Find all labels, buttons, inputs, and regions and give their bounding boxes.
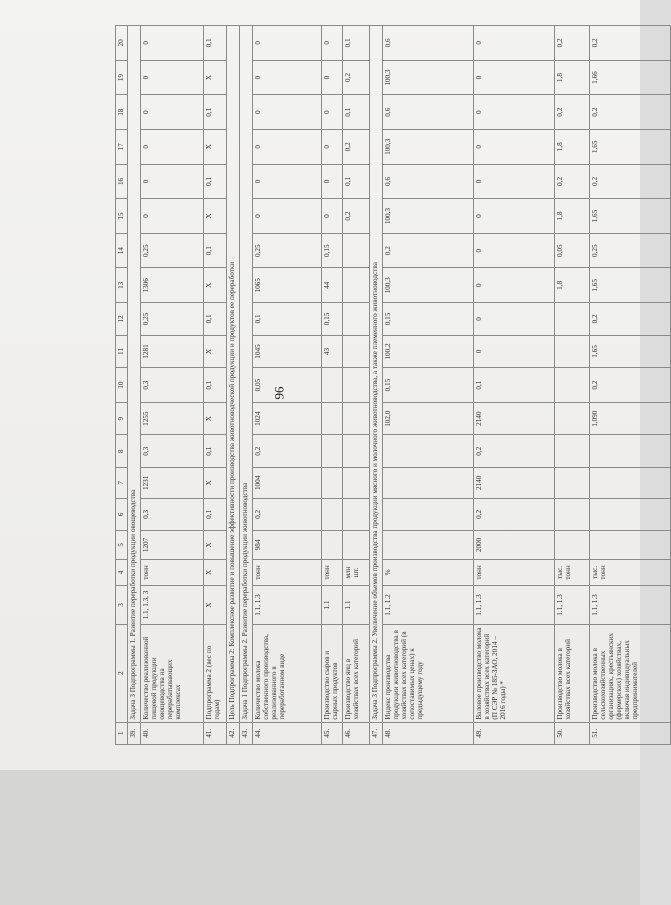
value-cell: 1.1, 1.2 bbox=[383, 586, 474, 625]
row-number-cell: 42. bbox=[227, 722, 240, 744]
value-cell bbox=[343, 435, 370, 468]
value-cell: 2140 bbox=[474, 402, 555, 435]
value-cell: 0,3 bbox=[141, 435, 204, 468]
value-cell: млн шт. bbox=[343, 559, 370, 585]
indicator-name-cell: Валовое производство молока в хозяйствах всех категорий (П СЭР № 185-ЗАО, 2014 – 2016 годы) * bbox=[474, 624, 555, 722]
value-cell: 0 bbox=[253, 164, 322, 199]
value-cell: X bbox=[204, 468, 227, 499]
value-cell: 0,1 bbox=[343, 95, 370, 130]
value-cell: 0,25 bbox=[141, 303, 204, 336]
value-cell: X bbox=[204, 199, 227, 234]
value-cell: 1.1 bbox=[322, 586, 343, 625]
value-cell: 0,2 bbox=[343, 60, 370, 95]
value-cell: 0,15 bbox=[383, 303, 474, 336]
value-cell: 1.1, 1.3, 3 bbox=[141, 586, 204, 625]
value-cell: 1,8 bbox=[555, 130, 590, 165]
value-cell: 1.1, 1.3 bbox=[474, 586, 555, 625]
row-number-cell: 48. bbox=[383, 722, 474, 744]
value-cell: 0 bbox=[322, 130, 343, 165]
header-cell: 20 bbox=[116, 26, 128, 61]
value-cell: 0,2 bbox=[343, 199, 370, 234]
row-number-cell: 45. bbox=[322, 722, 343, 744]
value-cell: 0,1 bbox=[343, 26, 370, 61]
value-cell: 0,25 bbox=[253, 233, 322, 268]
value-cell: 0,2 bbox=[343, 130, 370, 165]
value-cell: 1,8 bbox=[555, 199, 590, 234]
value-cell: 0,6 bbox=[383, 95, 474, 130]
value-cell: 0,2 bbox=[474, 498, 555, 531]
value-cell: тыс. тонн bbox=[590, 559, 671, 585]
value-cell bbox=[322, 468, 343, 499]
table-header-row bbox=[116, 26, 128, 745]
value-cell: 0 bbox=[474, 26, 555, 61]
value-cell bbox=[343, 531, 370, 560]
value-cell: 0,2 bbox=[253, 498, 322, 531]
value-cell: 1,65 bbox=[590, 268, 671, 303]
value-cell: 1231 bbox=[141, 468, 204, 499]
value-cell bbox=[343, 402, 370, 435]
header-cell: 4 bbox=[116, 559, 128, 585]
value-cell: 0 bbox=[474, 335, 555, 368]
value-cell: 0,1 bbox=[204, 233, 227, 268]
value-cell: 0,1 bbox=[343, 164, 370, 199]
value-cell: 2000 bbox=[474, 531, 555, 560]
value-cell: 0,25 bbox=[141, 233, 204, 268]
value-cell: 100,3 bbox=[383, 199, 474, 234]
section-row bbox=[370, 26, 383, 745]
table-body bbox=[116, 26, 671, 745]
indicator-name-cell: Производство яиц в хозяйствах всех категорий bbox=[343, 624, 370, 722]
value-cell: 1207 bbox=[141, 531, 204, 560]
row-number-cell: 43. bbox=[240, 722, 253, 744]
value-cell: 1024 bbox=[253, 402, 322, 435]
value-cell: 0 bbox=[322, 164, 343, 199]
value-cell: 0,2 bbox=[474, 435, 555, 468]
value-cell: 0 bbox=[322, 26, 343, 61]
value-cell: 0 bbox=[474, 233, 555, 268]
header-cell: 3 bbox=[116, 586, 128, 625]
value-cell: 1004 bbox=[253, 468, 322, 499]
value-cell: 100,3 bbox=[383, 130, 474, 165]
value-cell: 0 bbox=[474, 95, 555, 130]
value-cell bbox=[555, 468, 590, 499]
value-cell bbox=[383, 468, 474, 499]
row-number-cell: 39. bbox=[128, 722, 141, 744]
value-cell: 100,2 bbox=[383, 335, 474, 368]
table-row bbox=[590, 26, 671, 745]
value-cell bbox=[555, 368, 590, 403]
indicator-name-cell: Производство молока в хозяйствах всех категорий bbox=[555, 624, 590, 722]
scan-margin bbox=[0, 770, 640, 905]
table-row bbox=[322, 26, 343, 745]
value-cell: 0 bbox=[253, 60, 322, 95]
value-cell: 0,1 bbox=[474, 368, 555, 403]
value-cell bbox=[590, 531, 671, 560]
value-cell bbox=[383, 435, 474, 468]
value-cell bbox=[322, 435, 343, 468]
value-cell: 0,2 bbox=[590, 95, 671, 130]
value-cell: тонн bbox=[253, 559, 322, 585]
value-cell bbox=[343, 468, 370, 499]
value-cell: 0,2 bbox=[555, 26, 590, 61]
value-cell: 1255 bbox=[141, 402, 204, 435]
value-cell: 1,8 bbox=[555, 268, 590, 303]
value-cell: 1306 bbox=[141, 268, 204, 303]
row-number-cell: 41. bbox=[204, 722, 227, 744]
value-cell: тонн bbox=[322, 559, 343, 585]
value-cell: 0 bbox=[141, 26, 204, 61]
value-cell: 0 bbox=[141, 130, 204, 165]
value-cell bbox=[322, 531, 343, 560]
header-cell: 9 bbox=[116, 402, 128, 435]
value-cell: 1,65 bbox=[590, 199, 671, 234]
value-cell bbox=[322, 498, 343, 531]
table-row bbox=[204, 26, 227, 745]
header-cell: 18 bbox=[116, 95, 128, 130]
value-cell: 0,15 bbox=[383, 368, 474, 403]
section-title-cell: Цель Подпрограммы 2: Комплексное развитие и повышение эффективности производства животноводческой продукции и продуктов ее переработки bbox=[227, 26, 240, 723]
value-cell: 0,1 bbox=[253, 303, 322, 336]
value-cell bbox=[343, 368, 370, 403]
value-cell bbox=[322, 368, 343, 403]
value-cell: 0,1 bbox=[204, 303, 227, 336]
header-cell: 10 bbox=[116, 368, 128, 403]
value-cell: 1281 bbox=[141, 335, 204, 368]
value-cell: 1065 bbox=[253, 268, 322, 303]
table-row bbox=[343, 26, 370, 745]
page-number: 96 bbox=[271, 386, 286, 400]
value-cell: 1.1, 1.3 bbox=[253, 586, 322, 625]
value-cell: 0,05 bbox=[253, 368, 322, 403]
indicator-name-cell: Количество молока собственного производства, реализованного в переработанном виде bbox=[253, 624, 322, 722]
table-row bbox=[253, 26, 322, 745]
value-cell: 0 bbox=[253, 95, 322, 130]
row-number-cell: 51. bbox=[590, 722, 671, 744]
value-cell: 0 bbox=[253, 130, 322, 165]
value-cell bbox=[343, 303, 370, 336]
value-cell bbox=[343, 335, 370, 368]
value-cell: 0 bbox=[141, 199, 204, 234]
value-cell: 0 bbox=[474, 199, 555, 234]
indicators-table bbox=[115, 25, 671, 745]
section-row bbox=[240, 26, 253, 745]
table-frame bbox=[115, 25, 640, 745]
value-cell: 0,1 bbox=[204, 368, 227, 403]
value-cell: 0,1 bbox=[204, 26, 227, 61]
value-cell: X bbox=[204, 130, 227, 165]
value-cell: 984 bbox=[253, 531, 322, 560]
section-title-cell: Задача 1 Подпрограммы 2. Развитие переработки продукции животноводства bbox=[240, 26, 253, 723]
header-cell: 11 bbox=[116, 335, 128, 368]
value-cell bbox=[343, 233, 370, 268]
header-cell: 13 bbox=[116, 268, 128, 303]
value-cell: 1045 bbox=[253, 335, 322, 368]
value-cell: 0 bbox=[141, 164, 204, 199]
value-cell bbox=[555, 402, 590, 435]
value-cell: X bbox=[204, 268, 227, 303]
value-cell: 0 bbox=[141, 95, 204, 130]
value-cell: 1.1, 1.3 bbox=[555, 586, 590, 625]
value-cell: 0 bbox=[322, 95, 343, 130]
value-cell: 0,25 bbox=[590, 233, 671, 268]
value-cell: 0,3 bbox=[141, 498, 204, 531]
value-cell: X bbox=[204, 402, 227, 435]
value-cell bbox=[555, 498, 590, 531]
value-cell: 1,090 bbox=[590, 402, 671, 435]
value-cell: X bbox=[204, 559, 227, 585]
value-cell bbox=[590, 498, 671, 531]
value-cell: X bbox=[204, 335, 227, 368]
value-cell: 1,8 bbox=[555, 60, 590, 95]
value-cell: 0,2 bbox=[383, 233, 474, 268]
header-cell: 19 bbox=[116, 60, 128, 95]
value-cell: 1,66 bbox=[590, 60, 671, 95]
value-cell: 0 bbox=[322, 199, 343, 234]
value-cell bbox=[555, 435, 590, 468]
value-cell: 0 bbox=[474, 303, 555, 336]
indicator-name-cell: Производство молока в сельскохозяйственных организациях, крестьянских (фермерских) хозяйствах, включая индивидуальных предпринимателей bbox=[590, 624, 671, 722]
value-cell bbox=[590, 468, 671, 499]
row-number-cell: 50. bbox=[555, 722, 590, 744]
value-cell: 0 bbox=[474, 130, 555, 165]
row-number-cell: 47. bbox=[370, 722, 383, 744]
value-cell bbox=[322, 402, 343, 435]
row-number-cell: 40. bbox=[141, 722, 204, 744]
value-cell: 0,1 bbox=[204, 164, 227, 199]
value-cell: 0,6 bbox=[383, 26, 474, 61]
value-cell bbox=[555, 335, 590, 368]
value-cell: 102,0 bbox=[383, 402, 474, 435]
value-cell: 1,65 bbox=[590, 335, 671, 368]
value-cell: % bbox=[383, 559, 474, 585]
table-row bbox=[555, 26, 590, 745]
value-cell bbox=[555, 303, 590, 336]
value-cell: X bbox=[204, 586, 227, 625]
value-cell: 0 bbox=[141, 60, 204, 95]
value-cell: 0,2 bbox=[590, 26, 671, 61]
rotated-table-container bbox=[115, 25, 640, 745]
value-cell bbox=[555, 531, 590, 560]
section-title-cell: Задача 3 Подпрограммы 1. Развитие переработки продукции овощеводства bbox=[128, 26, 141, 723]
value-cell: 1.1, 1.3 bbox=[590, 586, 671, 625]
value-cell: 100,3 bbox=[383, 268, 474, 303]
header-cell: 16 bbox=[116, 164, 128, 199]
value-cell: 0 bbox=[474, 164, 555, 199]
value-cell bbox=[590, 435, 671, 468]
value-cell: 0 bbox=[253, 199, 322, 234]
header-cell: 12 bbox=[116, 303, 128, 336]
value-cell: X bbox=[204, 60, 227, 95]
value-cell bbox=[383, 531, 474, 560]
header-cell: 14 bbox=[116, 233, 128, 268]
value-cell: 0,05 bbox=[555, 233, 590, 268]
row-number-cell: 44. bbox=[253, 722, 322, 744]
value-cell: 0,3 bbox=[141, 368, 204, 403]
value-cell: 0,15 bbox=[322, 303, 343, 336]
value-cell: 0,2 bbox=[590, 368, 671, 403]
value-cell: 0,2 bbox=[253, 435, 322, 468]
indicator-name-cell: Количество реализованной пищевой продукции овощеводства на перерабатывающих комплексах bbox=[141, 624, 204, 722]
table-row bbox=[141, 26, 204, 745]
value-cell: 0,1 bbox=[204, 498, 227, 531]
value-cell: 0,15 bbox=[322, 233, 343, 268]
table-row bbox=[474, 26, 555, 745]
value-cell: 0,2 bbox=[555, 95, 590, 130]
table-row bbox=[383, 26, 474, 745]
value-cell: тыс. тонн bbox=[555, 559, 590, 585]
value-cell: 2140 bbox=[474, 468, 555, 499]
value-cell: 0 bbox=[474, 268, 555, 303]
section-row bbox=[128, 26, 141, 745]
header-cell: 2 bbox=[116, 624, 128, 722]
value-cell: 0,1 bbox=[204, 95, 227, 130]
row-number-cell: 46. bbox=[343, 722, 370, 744]
value-cell: тонн bbox=[141, 559, 204, 585]
value-cell: тонн bbox=[474, 559, 555, 585]
value-cell: 0,2 bbox=[555, 164, 590, 199]
indicator-name-cell: Индекс производства продукции животноводства в хозяйствах всех категорий (в сопоставимых ценах) к предыдущему году bbox=[383, 624, 474, 722]
header-cell: 8 bbox=[116, 435, 128, 468]
value-cell: 1.1 bbox=[343, 586, 370, 625]
value-cell: 44 bbox=[322, 268, 343, 303]
header-cell: 5 bbox=[116, 531, 128, 560]
header-cell: 17 bbox=[116, 130, 128, 165]
value-cell: X bbox=[204, 531, 227, 560]
value-cell bbox=[343, 498, 370, 531]
value-cell bbox=[343, 268, 370, 303]
value-cell bbox=[383, 498, 474, 531]
value-cell: 100,3 bbox=[383, 60, 474, 95]
value-cell: 0,2 bbox=[590, 164, 671, 199]
header-cell: 6 bbox=[116, 498, 128, 531]
value-cell: 0 bbox=[474, 60, 555, 95]
indicator-name-cell: Производство сыров и сырных продуктов bbox=[322, 624, 343, 722]
value-cell: 43 bbox=[322, 335, 343, 368]
value-cell: 0 bbox=[253, 26, 322, 61]
section-title-cell: Задача 3 Подпрограммы 2. Увеличение объемов производства продукции мясного и молочного животноводства, а также племенного животноводства bbox=[370, 26, 383, 723]
value-cell: 0,2 bbox=[590, 303, 671, 336]
value-cell: 0,6 bbox=[383, 164, 474, 199]
value-cell: 1,65 bbox=[590, 130, 671, 165]
section-row bbox=[227, 26, 240, 745]
value-cell: 0 bbox=[322, 60, 343, 95]
indicator-name-cell: Подпрограмма 2 (вес по годам) bbox=[204, 624, 227, 722]
value-cell: 0,1 bbox=[204, 435, 227, 468]
row-number-cell: 49. bbox=[474, 722, 555, 744]
header-cell: 7 bbox=[116, 468, 128, 499]
header-cell: 1 bbox=[116, 722, 128, 744]
header-cell: 15 bbox=[116, 199, 128, 234]
